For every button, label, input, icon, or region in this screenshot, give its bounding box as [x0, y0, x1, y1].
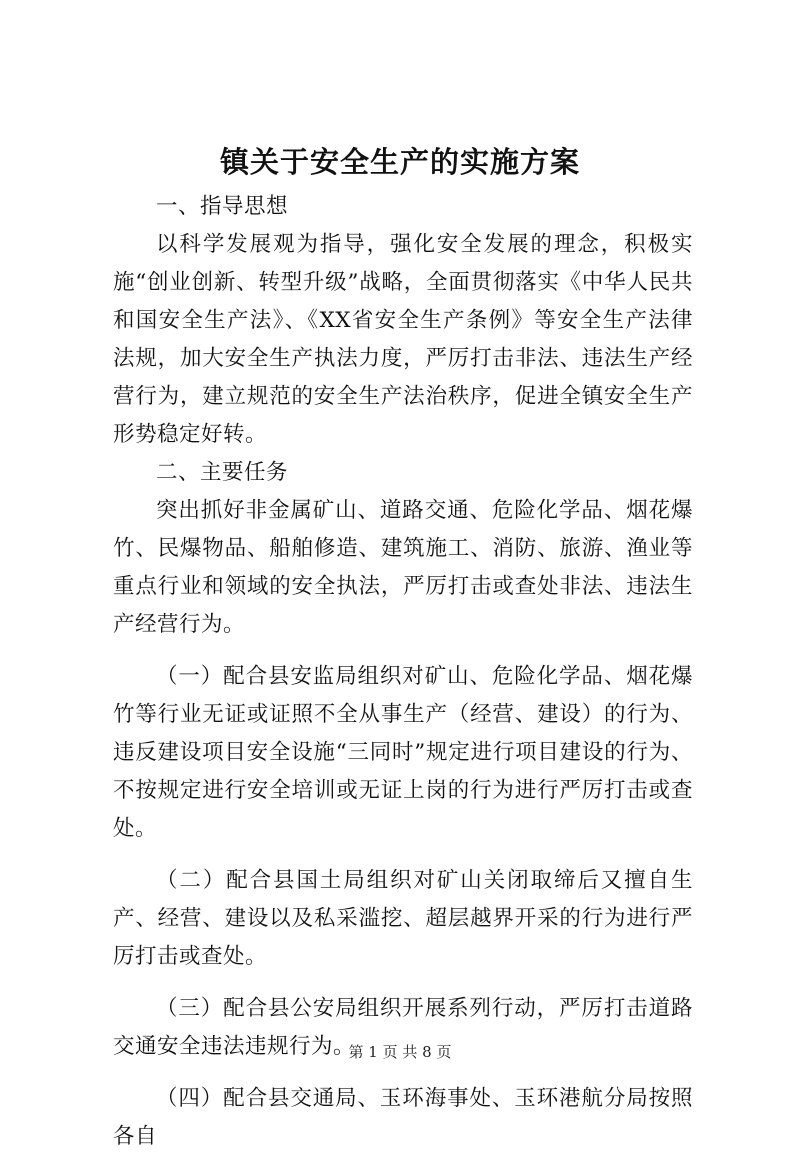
paragraph-guiding-ideology: 以科学发展观为指导，强化安全发展的理念，积极实施“创业创新、转型升级”战略，全面贯彻落实《中华人民共和国安全生产法》、《XX省安全生产条例》等安全生产法律法规，加大安全生产执法力度，严厉打击非法、违法生产经营行为，建立规范的安全生产法治秩序，促进全镇安全生产形势稳定好转。: [113, 232, 693, 447]
page-number: 第 1 页 共 8 页: [348, 1043, 452, 1061]
document-title: 镇关于安全生产的实施方案: [219, 145, 580, 179]
section-heading-guiding-ideology: 一、指导思想: [156, 194, 289, 219]
paragraph-task-3: （三）配合县公安局组织开展系列行动，严厉打击道路交通安全违法违规行为。: [113, 996, 693, 1059]
section-heading-main-tasks: 二、主要任务: [156, 460, 289, 485]
document-body: [113, 188, 693, 1156]
paragraph-main-tasks: 突出抓好非金属矿山、道路交通、危险化学品、烟花爆竹、民爆物品、船舶修造、建筑施工、消防、旅游、渔业等重点行业和领域的安全执法，严厉打击或查处非法、违法生产经营行为。: [113, 498, 693, 637]
paragraph-task-2: （二）配合县国土局组织对矿山关闭取缔后又擅自生产、经营、建设以及私采滥挖、超层越界开采的行为进行严厉打击或查处。: [113, 868, 693, 969]
paragraph-task-4: （四）配合县交通局、玉环海事处、玉环港航分局按照各自: [113, 1086, 693, 1149]
paragraph-task-1: （一）配合县安监局组织对矿山、危险化学品、烟花爆竹等行业无证或证照不全从事生产（经营、建设）的行为、违反建设项目安全设施“三同时”规定进行项目建设的行为、不按规定进行安全培训或无证上岗的行为进行严厉打击或查处。: [113, 664, 693, 841]
